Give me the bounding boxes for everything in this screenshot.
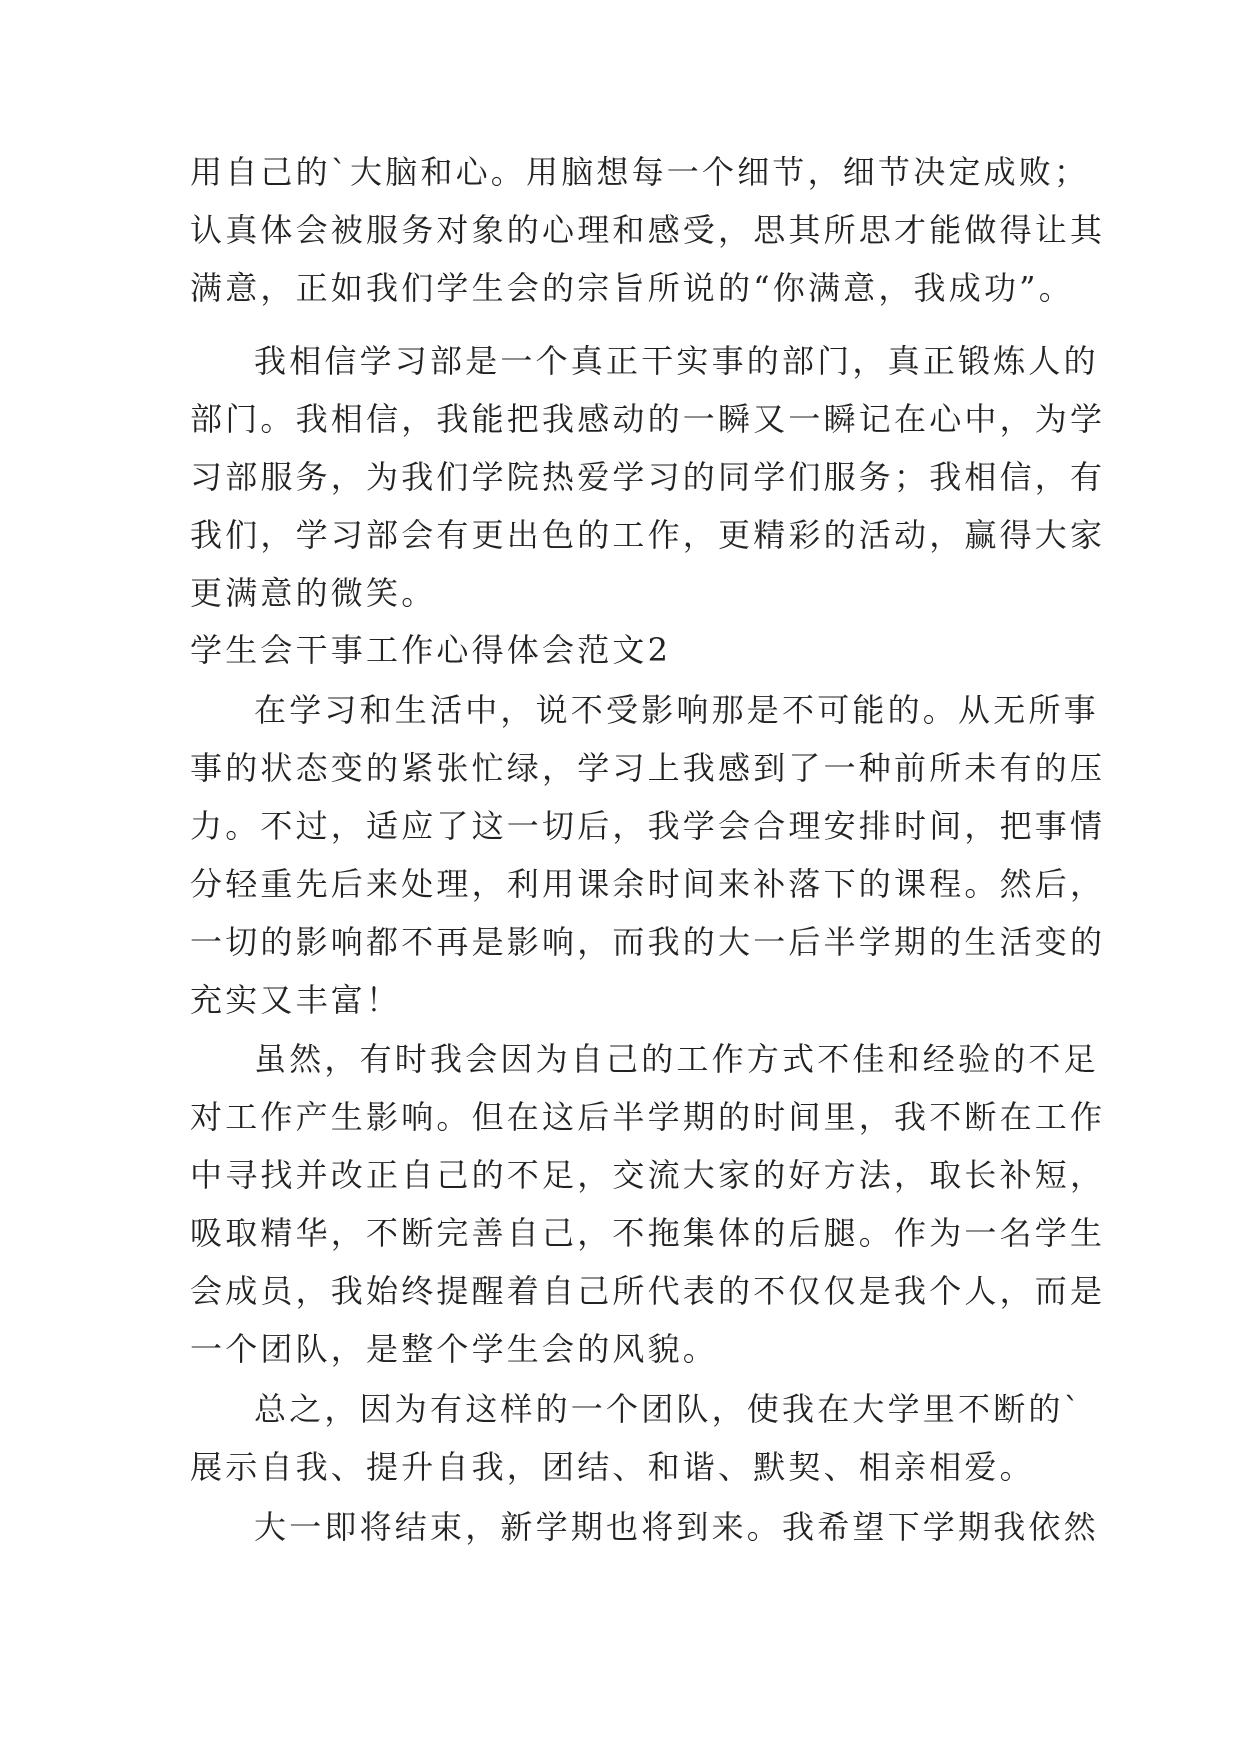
- text-line: 力。不过，适应了这一切后，我学会合理安排时间，把事情: [190, 807, 1106, 845]
- text-line: 大一即将结束，新学期也将到来。我希望下学期我依然: [254, 1508, 1099, 1546]
- text-line: 展示自我、提升自我，团结、和谐、默契、相亲相爱。: [190, 1448, 1035, 1486]
- text-line: 中寻找并改正自己的不足，交流大家的好方法，取长补短，: [190, 1156, 1106, 1194]
- text-line: 分轻重先后来处理，利用课余时间来补落下的课程。然后，: [190, 865, 1106, 903]
- text-line: 认真体会被服务对象的心理和感受，思其所思才能做得让其: [190, 211, 1106, 249]
- text-line: 会成员，我始终提醒着自己所代表的不仅仅是我个人，而是: [190, 1272, 1106, 1310]
- text-line: 用自己的`大脑和心。用脑想每一个细节，细节决定成败；: [190, 153, 1090, 191]
- text-line: 习部服务，为我们学院热爱学习的同学们服务；我相信，有: [190, 458, 1106, 496]
- text-line: 吸取精华，不断完善自己，不拖集体的后腿。作为一名学生: [190, 1214, 1106, 1252]
- text-line: 我相信学习部是一个真正干实事的部门，真正锻炼人的: [254, 342, 1099, 380]
- text-line: 一个团队，是整个学生会的风貌。: [190, 1330, 719, 1368]
- text-line: 事的状态变的紧张忙绿，学习上我感到了一种前所未有的压: [190, 749, 1106, 787]
- text-line: 一切的影响都不再是影响，而我的大一后半学期的生活变的: [190, 923, 1106, 961]
- text-line: 总之，因为有这样的一个团队，使我在大学里不断的`: [254, 1390, 1083, 1428]
- text-line: 对工作产生影响。但在这后半学期的时间里，我不断在工作: [190, 1098, 1106, 1136]
- text-line: 充实又丰富！: [190, 981, 402, 1019]
- text-line: 更满意的微笑。: [190, 574, 437, 612]
- text-line: 满意，正如我们学生会的宗旨所说的“你满意，我成功”。: [190, 269, 1074, 307]
- text-line: 我们，学习部会有更出色的工作，更精彩的活动，赢得大家: [190, 516, 1106, 554]
- text-line: 部门。我相信，我能把我感动的一瞬又一瞬记在心中，为学: [190, 400, 1106, 438]
- section-heading: 学生会干事工作心得体会范文2: [190, 631, 672, 669]
- text-line: 在学习和生活中，说不受影响那是不可能的。从无所事: [254, 691, 1099, 729]
- text-line: 虽然，有时我会因为自己的工作方式不佳和经验的不足: [254, 1040, 1099, 1078]
